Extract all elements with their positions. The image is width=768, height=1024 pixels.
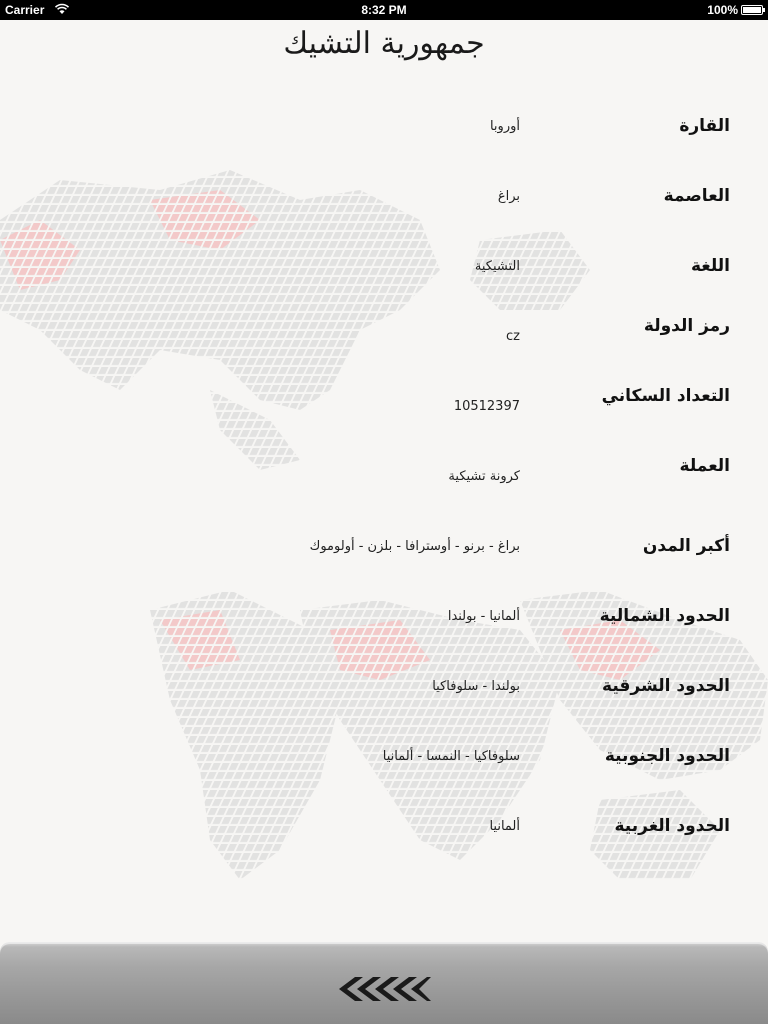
detail-value: بولندا - سلوفاكيا (432, 679, 520, 694)
detail-value: 10512397 (453, 399, 520, 414)
page-title: جمهورية التشيك (283, 26, 485, 61)
detail-row-south-borders (0, 746, 768, 786)
back-button[interactable] (330, 972, 436, 1006)
detail-label: القارة (679, 116, 730, 136)
detail-label: الحدود الشرقية (602, 676, 730, 696)
status-bar (0, 0, 768, 20)
detail-label: الحدود الجنوبية (604, 746, 730, 766)
detail-value: ألمانيا (489, 819, 520, 834)
detail-row-north-borders (0, 606, 768, 646)
detail-value: براغ - برنو - أوسترافا - بلزن - أولوموك (309, 539, 520, 554)
detail-row-west-borders (0, 816, 768, 856)
detail-row-currency (0, 456, 768, 496)
detail-row-country-code (0, 316, 768, 356)
detail-value: سلوفاكيا - النمسا - ألمانيا (382, 749, 520, 764)
detail-value: ألمانيا - بولندا (447, 609, 520, 624)
detail-row-population (0, 386, 768, 426)
carrier-label: Carrier (5, 3, 45, 17)
detail-label: اللغة (690, 256, 730, 276)
detail-label: أكبر المدن (642, 536, 730, 556)
detail-value: كرونة تشيكية (448, 469, 520, 484)
detail-value: أوروبا (489, 119, 520, 134)
detail-row-east-borders (0, 676, 768, 716)
battery-icon (741, 5, 763, 15)
detail-value: التشيكية (474, 259, 520, 274)
detail-value: cz (506, 329, 520, 344)
clock: 8:32 PM (361, 3, 407, 17)
detail-row-capital (0, 186, 768, 226)
detail-row-largest-cities (0, 536, 768, 576)
detail-label: العملة (679, 456, 730, 476)
back-chevrons-icon (335, 975, 431, 1003)
detail-label: الحدود الغربية (614, 816, 730, 836)
detail-row-continent (0, 116, 768, 156)
detail-label: العاصمة (663, 186, 730, 206)
detail-row-language (0, 256, 768, 296)
detail-label: الحدود الشمالية (599, 606, 730, 626)
detail-label: التعداد السكاني (601, 386, 730, 406)
detail-value: براغ (497, 189, 520, 204)
detail-label: رمز الدولة (643, 316, 730, 336)
battery-percentage: 100% (707, 3, 738, 17)
bottom-toolbar (0, 942, 768, 1024)
